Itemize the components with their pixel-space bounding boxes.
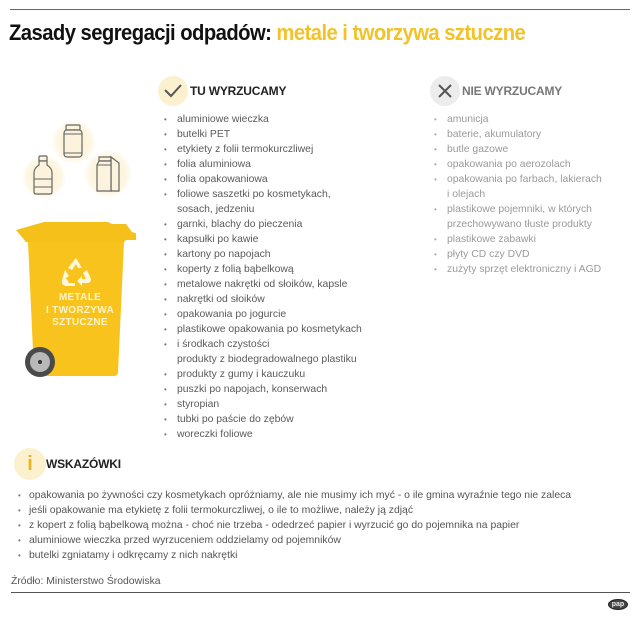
no-section-header [430, 76, 562, 106]
list-item: • folia aluminiowa [164, 157, 362, 172]
bottom-divider [11, 592, 630, 593]
list-item: • metalowe nakrętki od słoików, kapsle [164, 277, 362, 292]
source-note: Źródło: Ministerstwo Środowiska [11, 576, 161, 587]
list-item: • plastikowe pojemniki, w których przechowywano tłuste produkty [434, 202, 602, 232]
list-item: • aluminiowe wieczka [164, 112, 362, 127]
no-list [434, 112, 602, 277]
list-item: • i środkach czystości produkty z biodegradowalnego plastiku [164, 337, 362, 367]
list-item: • opakowania po aerozolach [434, 157, 602, 172]
list-item: • puszki po napojach, konserwach [164, 382, 362, 397]
list-item: • produkty z gumy i kauczuku [164, 367, 362, 382]
list-item: • aluminiowe wieczka przed wyrzuceniem oddzielamy od pojemników [18, 533, 571, 548]
tips-section-header [14, 448, 121, 480]
list-item: • styropian [164, 397, 362, 412]
recycle-icon [60, 257, 92, 287]
yes-list [164, 112, 362, 442]
list-item: • opakowania po jogurcie [164, 307, 362, 322]
pap-logo: pap [608, 599, 628, 610]
list-item: • płyty CD czy DVD [434, 247, 602, 262]
x-mark-icon [437, 83, 453, 99]
list-item: • nakrętki od słoików [164, 292, 362, 307]
list-item: • folia opakowaniowa [164, 172, 362, 187]
list-item: • baterie, akumulatory [434, 127, 602, 142]
checkmark-badge [158, 76, 188, 106]
jar-icon [62, 124, 84, 158]
no-section-title: NIE WYRZUCAMY [462, 84, 563, 98]
tips-section-title: WSKAZÓWKI [46, 457, 121, 471]
yes-section-title: TU WYRZUCAMY [190, 84, 287, 98]
list-item: • tubki po paście do zębów [164, 412, 362, 427]
list-item: • opakowania po żywności czy kosmetykach opróżniamy, ale nie musimy ich myć - o ile gmina wyraźnie tego nie zaleca [18, 488, 571, 503]
bottle-icon [32, 155, 54, 195]
list-item: • plastikowe zabawki [434, 232, 602, 247]
list-item: • butelki zgniatamy i odkręcamy z nich nakrętki [18, 548, 571, 563]
list-item: • garnki, blachy do pieczenia [164, 217, 362, 232]
title-accent: metale i tworzywa sztuczne [276, 20, 526, 45]
list-item: • amunicja [434, 112, 602, 127]
list-item: • jeśli opakowanie ma etykietę z folii termokurczliwej, o ile to możliwe, należy ją zdjąć [18, 503, 571, 518]
top-divider [10, 9, 630, 10]
list-item: • kapsułki po kawie [164, 232, 362, 247]
info-icon: i [27, 452, 33, 475]
title-main: Zasady segregacji odpadów: [9, 20, 272, 45]
list-item: • opakowania po farbach, lakierach i olejach [434, 172, 602, 202]
list-item: • kartony po napojach [164, 247, 362, 262]
list-item: • zużyty sprzęt elektroniczny i AGD [434, 262, 602, 277]
x-mark-badge [430, 76, 460, 106]
yes-section-header [158, 76, 286, 106]
carton-icon [95, 155, 121, 193]
list-item: • plastikowe opakowania po kosmetykach [164, 322, 362, 337]
bin-label: METALE I TWORZYWA SZTUCZNE [46, 292, 114, 328]
checkmark-icon [164, 84, 182, 98]
page-title [9, 20, 525, 46]
list-item: • z kopert z folią bąbelkową można - choć nie trzeba - odedrzeć papier i wyrzucić go do pojemnika na papier [18, 518, 571, 533]
info-badge [14, 448, 46, 480]
list-item: • butelki PET [164, 127, 362, 142]
list-item: • butle gazowe [434, 142, 602, 157]
list-item: • etykiety z folii termokurczliwej [164, 142, 362, 157]
list-item: • foliowe saszetki po kosmetykach, sosach, jedzeniu [164, 187, 362, 217]
tips-list [18, 488, 571, 563]
list-item: • woreczki foliowe [164, 427, 362, 442]
list-item: • koperty z folią bąbelkową [164, 262, 362, 277]
